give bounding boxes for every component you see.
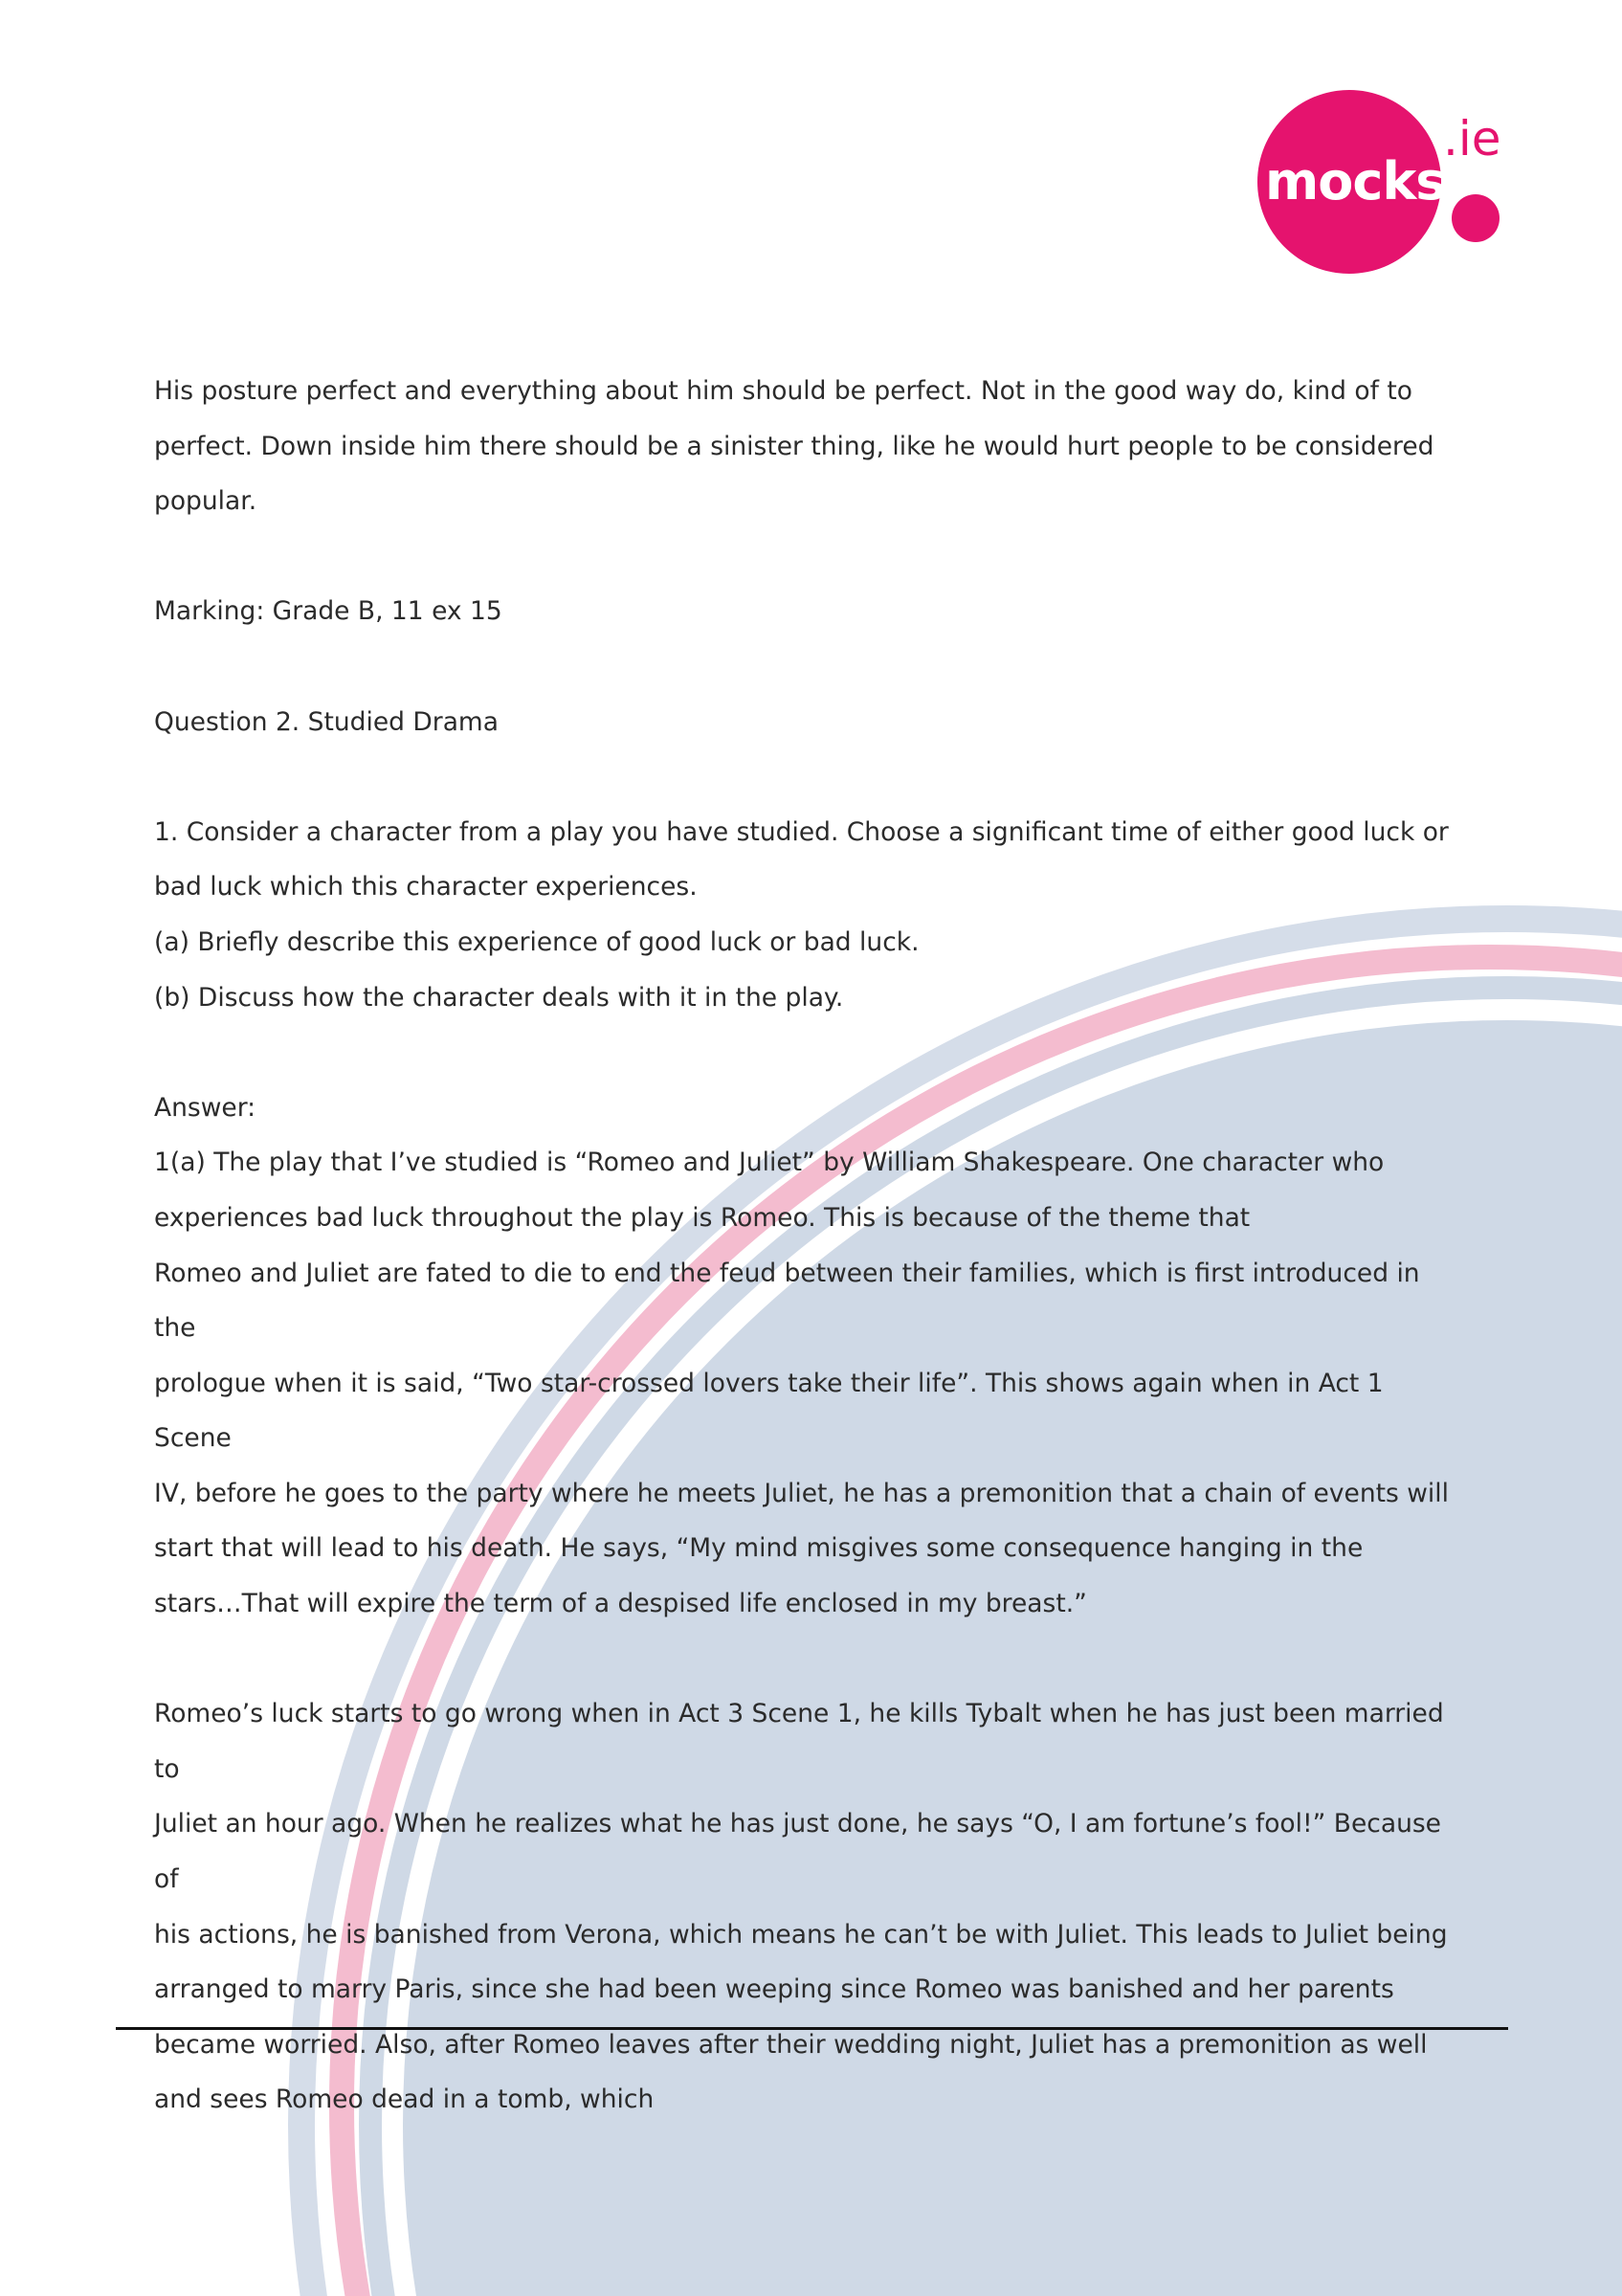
spacer [154, 1632, 1465, 1687]
intro-line: popular. [154, 486, 257, 517]
logo-dot [1452, 194, 1500, 242]
document-body [154, 364, 1465, 2128]
answer-line: his actions, he is banished from Verona, which means he can’t be with Juliet. This leads to Juliet being [154, 1919, 1448, 1950]
logo-wordmark: mocks [1265, 151, 1446, 212]
spacer [154, 529, 1465, 585]
intro-line: His posture perfect and everything about him should be perfect. Not in the good way do, kind of to [154, 376, 1412, 406]
answer-line: arranged to marry Paris, since she had been weeping since Romeo was banished and her parents [154, 1974, 1394, 2005]
spacer [154, 1025, 1465, 1081]
spacer [154, 639, 1465, 695]
answer-label: Answer: [154, 1092, 256, 1123]
answer-line: IV, before he goes to the party where he meets Juliet, he has a premonition that a chain of events will [154, 1478, 1450, 1508]
mocks-logo [1244, 86, 1522, 287]
question-line: 1. Consider a character from a play you have studied. Choose a significant time of either good luck or [154, 816, 1449, 847]
answer-line: Romeo and Juliet are fated to die to end the feud between their families, which is first introduced in the [154, 1258, 1420, 1344]
answer-line: became worried. Also, after Romeo leaves after their wedding night, Juliet has a premonition as well [154, 2029, 1428, 2060]
answer-line: 1(a) The play that I’ve studied is “Romeo and Juliet” by William Shakespeare. One character who [154, 1148, 1385, 1178]
logo-suffix: .ie [1443, 111, 1501, 167]
answer-line: Juliet an hour ago. When he realizes what he has just done, he says “O, I am fortune’s fool!” Because of [154, 1809, 1441, 1895]
spacer [154, 749, 1465, 805]
question-heading: Question 2. Studied Drama [154, 706, 499, 737]
answer-line: Romeo’s luck starts to go wrong when in Act 3 Scene 1, he kills Tybalt when he has just been married to [154, 1699, 1444, 1784]
question-line: bad luck which this character experiences. [154, 872, 698, 903]
answer-line: start that will lead to his death. He says, “My mind misgives some consequence hanging in the [154, 1533, 1364, 1564]
answer-line: and sees Romeo dead in a tomb, which [154, 2084, 655, 2115]
question-line: (b) Discuss how the character deals with it in the play. [154, 982, 844, 1013]
answer-line: experiences bad luck throughout the play is Romeo. This is because of the theme that [154, 1202, 1251, 1233]
answer-line: prologue when it is said, “Two star-crossed lovers take their life”. This shows again when in Act 1 Scene [154, 1368, 1384, 1454]
intro-line: perfect. Down inside him there should be a sinister thing, like he would hurt people to be considered [154, 431, 1434, 461]
footer-rule [116, 2027, 1508, 2030]
marking-line: Marking: Grade B, 11 ex 15 [154, 596, 502, 627]
answer-line: stars…That will expire the term of a despised life enclosed in my breast.” [154, 1589, 1087, 1619]
question-line: (a) Briefly describe this experience of good luck or bad luck. [154, 926, 920, 957]
